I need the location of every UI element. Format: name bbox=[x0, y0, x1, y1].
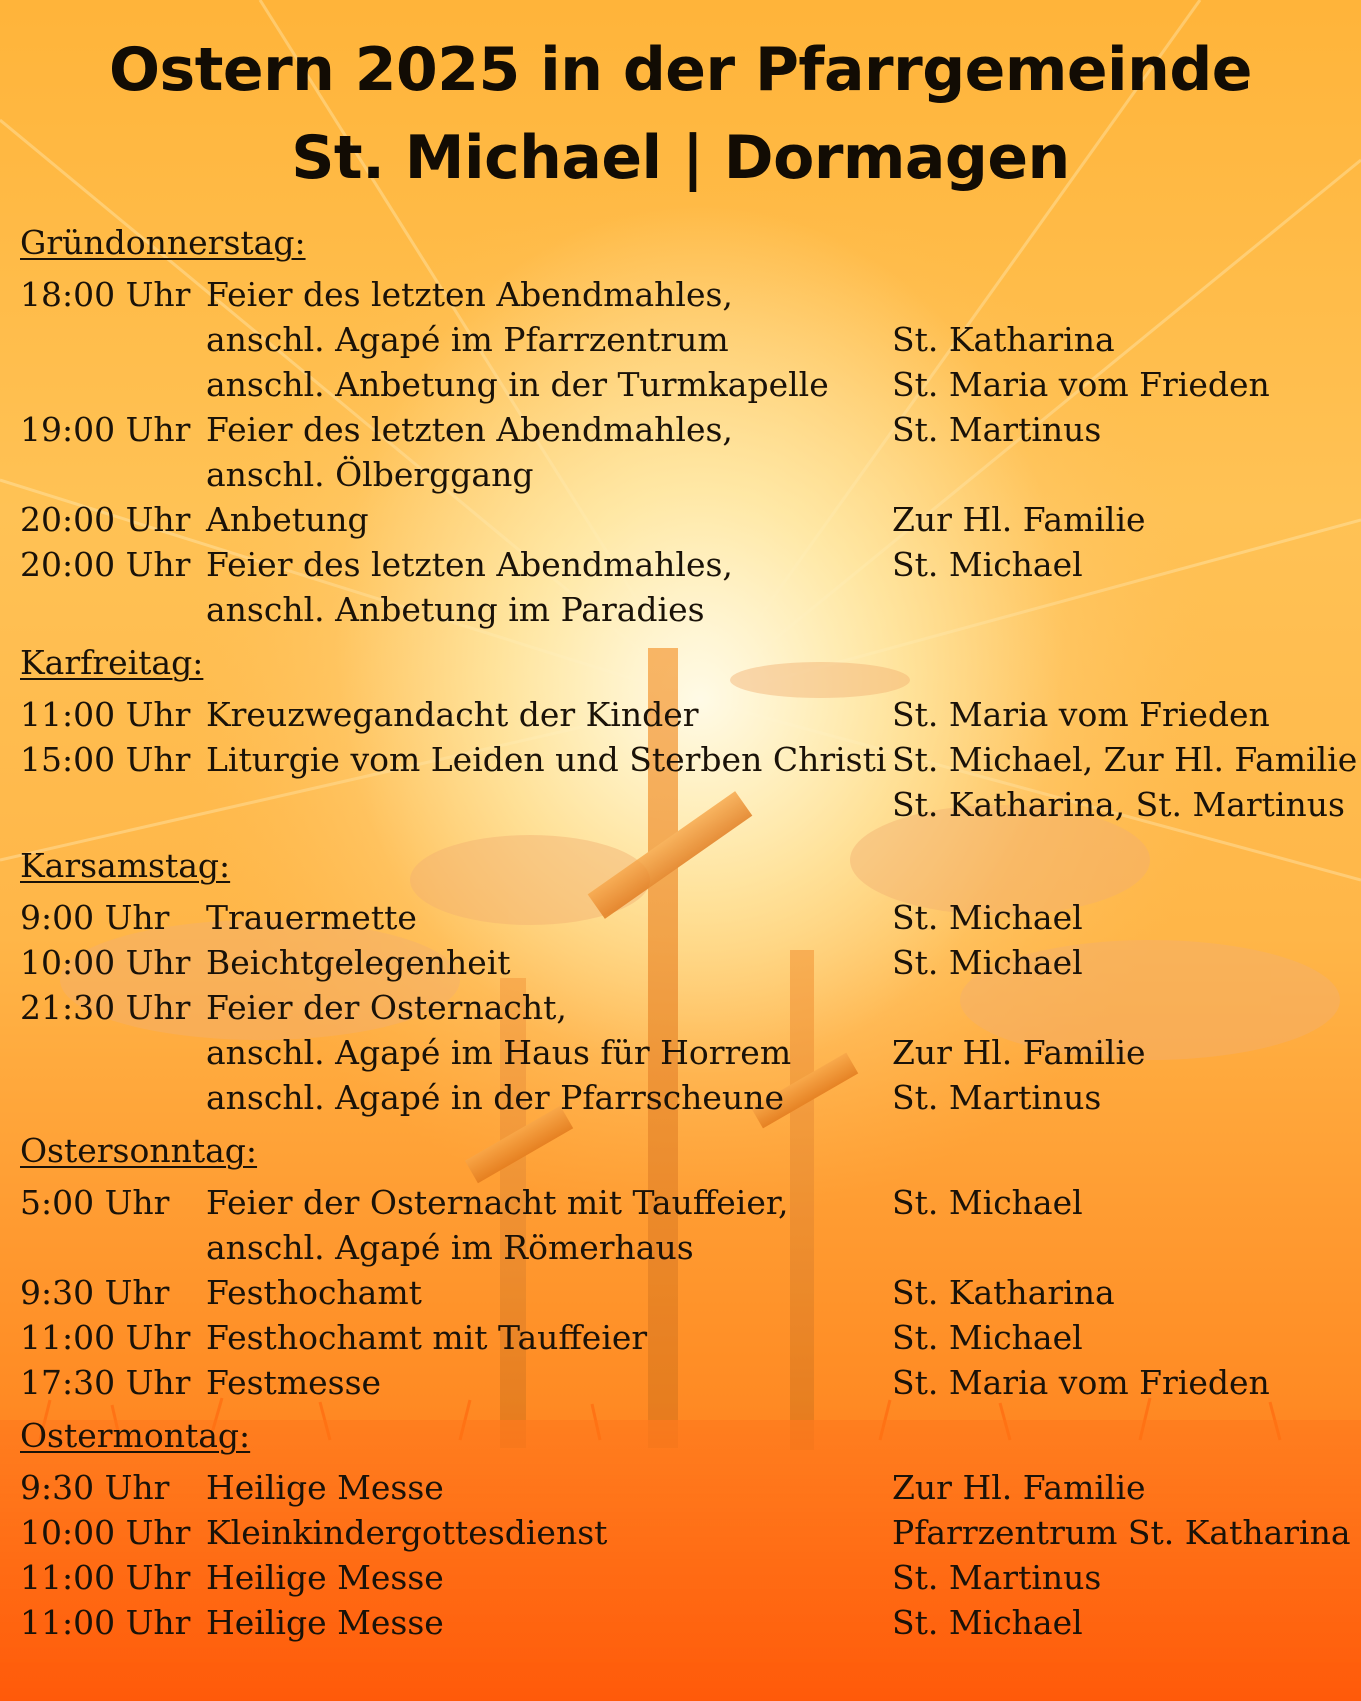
poster-title-line-1: Ostern 2025 in der Pfarrgemeinde bbox=[109, 35, 1252, 105]
schedule-row bbox=[20, 452, 1350, 497]
service-description: anschl. Agapé im Haus für Horrem bbox=[206, 1033, 792, 1072]
service-description bbox=[206, 782, 892, 827]
service-time: 17:30 Uhr bbox=[20, 1363, 191, 1402]
schedule-row bbox=[20, 497, 1350, 542]
schedule-row bbox=[20, 407, 1350, 452]
schedule-row bbox=[20, 587, 1350, 632]
service-time: 15:00 Uhr bbox=[20, 740, 191, 779]
service-description: Feier des letzten Abendmahles, bbox=[206, 275, 733, 314]
service-time: 5:00 Uhr bbox=[20, 1183, 170, 1222]
service-location: St. Michael bbox=[892, 943, 1083, 982]
service-location: St. Martinus bbox=[892, 410, 1102, 449]
schedule-row bbox=[20, 1465, 1350, 1510]
service-description: Beichtgelegenheit bbox=[206, 943, 511, 982]
schedule-row bbox=[20, 1360, 1350, 1405]
service-time bbox=[20, 452, 206, 497]
service-description: anschl. Anbetung in der Turmkapelle bbox=[206, 365, 829, 404]
service-location: St. Michael bbox=[892, 545, 1083, 584]
service-time: 11:00 Uhr bbox=[20, 1318, 191, 1357]
schedule-row bbox=[20, 362, 1350, 407]
service-time bbox=[20, 317, 206, 362]
day-heading: Ostermontag: bbox=[20, 1416, 251, 1455]
schedule-row bbox=[20, 1555, 1350, 1600]
service-time: 20:00 Uhr bbox=[20, 545, 191, 584]
service-time: 9:30 Uhr bbox=[20, 1468, 170, 1507]
service-time: 11:00 Uhr bbox=[20, 695, 191, 734]
day-heading: Karfreitag: bbox=[20, 643, 204, 682]
service-location bbox=[892, 272, 1350, 317]
service-location: St. Michael, Zur Hl. Familie bbox=[892, 740, 1358, 779]
service-location: St. Maria vom Frieden bbox=[892, 695, 1270, 734]
schedule-row bbox=[20, 1600, 1350, 1645]
schedule-row bbox=[20, 737, 1358, 782]
service-location: Zur Hl. Familie bbox=[892, 500, 1146, 539]
service-location: St. Katharina, St. Martinus bbox=[892, 785, 1345, 824]
service-description: Feier des letzten Abendmahles, bbox=[206, 410, 733, 449]
service-time: 9:30 Uhr bbox=[20, 1273, 170, 1312]
service-location: Zur Hl. Familie bbox=[892, 1468, 1146, 1507]
service-time bbox=[20, 782, 206, 827]
day-heading: Karsamstag: bbox=[20, 846, 231, 885]
schedule-row bbox=[20, 1225, 1350, 1270]
poster-title-line-2: St. Michael | Dormagen bbox=[291, 123, 1070, 193]
service-description: Feier der Osternacht, bbox=[206, 988, 567, 1027]
service-location: St. Martinus bbox=[892, 1078, 1102, 1117]
service-description: Festhochamt mit Tauffeier bbox=[206, 1318, 648, 1357]
service-location: Zur Hl. Familie bbox=[892, 1033, 1146, 1072]
schedule-row bbox=[20, 1075, 1350, 1120]
day-heading: Ostersonntag: bbox=[20, 1131, 258, 1170]
schedule-row bbox=[20, 940, 1350, 985]
service-location: St. Katharina bbox=[892, 1273, 1115, 1312]
service-description: anschl. Anbetung im Paradies bbox=[206, 590, 705, 629]
schedule-row bbox=[20, 1030, 1350, 1075]
service-description: anschl. Agapé in der Pfarrscheune bbox=[206, 1078, 784, 1117]
schedule-row bbox=[20, 1315, 1350, 1360]
service-time: 11:00 Uhr bbox=[20, 1558, 191, 1597]
service-time bbox=[20, 587, 206, 632]
day-heading: Gründonnerstag: bbox=[20, 223, 306, 262]
service-description: anschl. Agapé im Pfarrzentrum bbox=[206, 320, 729, 359]
service-location: St. Martinus bbox=[892, 1558, 1102, 1597]
schedule-row bbox=[20, 692, 1350, 737]
service-location bbox=[892, 587, 1350, 632]
service-location bbox=[892, 452, 1350, 497]
service-description: Feier der Osternacht mit Tauffeier, bbox=[206, 1183, 789, 1222]
service-location: St. Michael bbox=[892, 1183, 1083, 1222]
service-time bbox=[20, 1030, 206, 1075]
service-time bbox=[20, 1075, 206, 1120]
service-location: Pfarrzentrum St. Katharina bbox=[892, 1513, 1351, 1552]
schedule-row bbox=[20, 542, 1350, 587]
schedule-row bbox=[20, 895, 1350, 940]
service-time: 10:00 Uhr bbox=[20, 943, 191, 982]
service-time bbox=[20, 362, 206, 407]
service-location: St. Maria vom Frieden bbox=[892, 365, 1270, 404]
service-description: Liturgie vom Leiden und Sterben Christi bbox=[206, 740, 887, 779]
schedule-row bbox=[20, 1510, 1350, 1555]
service-description: Trauermette bbox=[206, 898, 417, 937]
service-description: Anbetung bbox=[206, 500, 369, 539]
service-location bbox=[892, 1225, 1350, 1270]
service-description: Feier des letzten Abendmahles, bbox=[206, 545, 733, 584]
service-time: 20:00 Uhr bbox=[20, 500, 191, 539]
service-time: 18:00 Uhr bbox=[20, 275, 191, 314]
service-description: Kleinkindergottesdienst bbox=[206, 1513, 608, 1552]
service-location: St. Michael bbox=[892, 1603, 1083, 1642]
service-location: St. Michael bbox=[892, 898, 1083, 937]
service-description: anschl. Agapé im Römerhaus bbox=[206, 1228, 694, 1267]
service-description: Heilige Messe bbox=[206, 1558, 444, 1597]
schedule-row bbox=[20, 317, 1350, 362]
service-location bbox=[892, 985, 1350, 1030]
service-time bbox=[20, 1225, 206, 1270]
schedule-row bbox=[20, 1180, 1350, 1225]
service-time: 9:00 Uhr bbox=[20, 898, 170, 937]
service-location: St. Katharina bbox=[892, 320, 1115, 359]
service-description: anschl. Ölberggang bbox=[206, 455, 534, 494]
service-description: Heilige Messe bbox=[206, 1603, 444, 1642]
schedule-row bbox=[20, 985, 1350, 1030]
service-time: 21:30 Uhr bbox=[20, 988, 191, 1027]
service-description: Festmesse bbox=[206, 1363, 382, 1402]
service-description: Kreuzwegandacht der Kinder bbox=[206, 695, 699, 734]
schedule-row bbox=[20, 272, 1350, 317]
service-description: Festhochamt bbox=[206, 1273, 422, 1312]
service-time: 10:00 Uhr bbox=[20, 1513, 191, 1552]
schedule-row bbox=[20, 782, 1350, 827]
service-location: St. Maria vom Frieden bbox=[892, 1363, 1270, 1402]
service-schedule bbox=[20, 222, 1358, 1645]
service-description: Heilige Messe bbox=[206, 1468, 444, 1507]
service-time: 11:00 Uhr bbox=[20, 1603, 191, 1642]
service-time: 19:00 Uhr bbox=[20, 410, 191, 449]
schedule-row bbox=[20, 1270, 1350, 1315]
service-location: St. Michael bbox=[892, 1318, 1083, 1357]
